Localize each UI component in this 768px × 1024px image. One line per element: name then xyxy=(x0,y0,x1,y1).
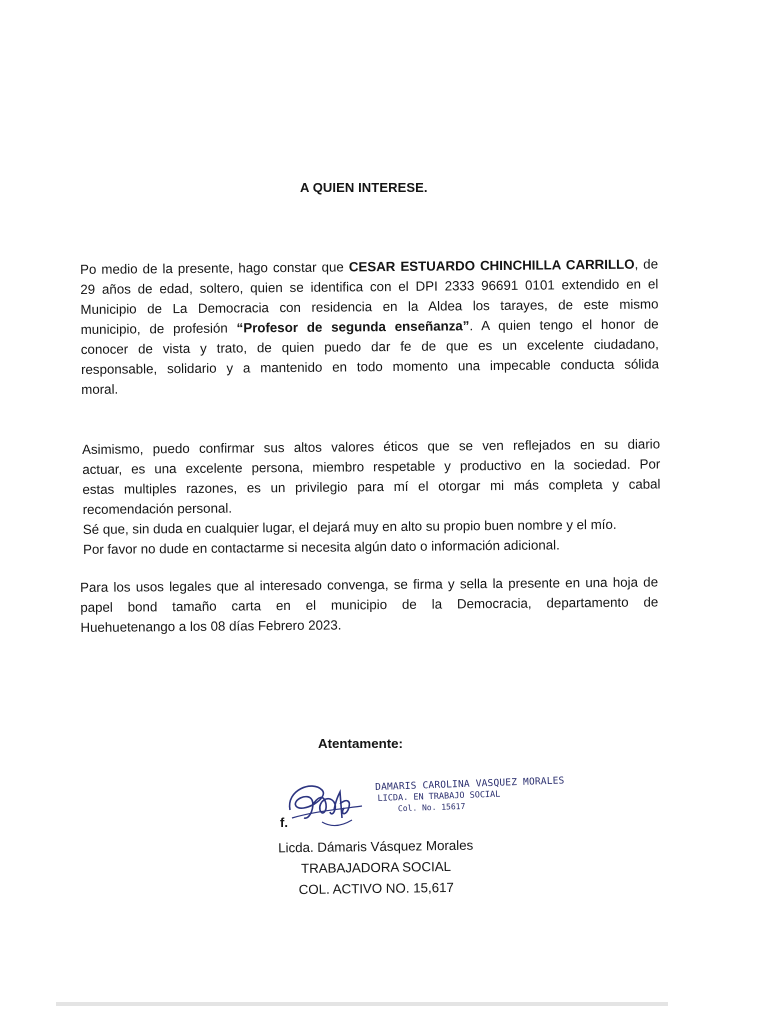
paragraph-legal-use xyxy=(80,572,659,638)
page-bottom-edge xyxy=(56,1002,668,1006)
paragraph-line: conocer de vista y trato, de quien puedo dar fe de que es un excelente ciudadano, xyxy=(80,336,659,357)
signature-prefix: f. xyxy=(280,815,288,830)
stamp-col-number: Col. No. 15617 xyxy=(397,801,466,814)
emphasized-text: “Profesor de segunda enseñanza” xyxy=(236,318,470,336)
signer-col: COL. ACTIVO NO. 15,617 xyxy=(298,879,454,898)
paragraph-line: estas multiples razones, es un privilegio para mí el otorgar mi más completa y cabal xyxy=(82,476,661,497)
paragraph-line: moral. xyxy=(81,381,119,397)
closing-salutation: Atentamente: xyxy=(318,736,403,751)
paragraph-line: recomendación personal. xyxy=(82,500,233,517)
paragraph-line: 29 años de edad, soltero, quien se identifica con el DPI 2333 96691 0101 extendido en el xyxy=(80,276,659,297)
paragraph-line: Po medio de la presente, hago constar que CESAR ESTUARDO CHINCHILLA CARRILLO, de xyxy=(80,256,659,277)
letter-title: A QUIEN INTERESE. xyxy=(300,180,428,195)
emphasized-text: CESAR ESTUARDO CHINCHILLA CARRILLO xyxy=(348,256,635,275)
paragraph-line: papel bond tamaño carta en el municipio de la Democracia, departamento de xyxy=(80,594,659,615)
paragraph-line: municipio, de profesión “Profesor de segunda enseñanza”. A quien tengo el honor de xyxy=(80,316,659,337)
official-stamp xyxy=(375,775,565,814)
paragraph-introduction xyxy=(80,254,659,400)
paragraph-line: Sé que, sin duda en cualquier lugar, el dejará muy en alto su propio buen nombre y el mío. xyxy=(82,516,617,537)
paragraph-line: Para los usos legales que al interesado convenga, se firma y sella la presente en una hoja de xyxy=(80,574,659,595)
handwritten-signature xyxy=(282,770,372,834)
signer-title: TRABAJADORA SOCIAL xyxy=(300,858,452,877)
paragraph-line: Asimismo, puedo confirmar sus altos valores éticos que se ven reflejados en su diario xyxy=(82,436,661,457)
paragraph-line: responsable, solidario y a mantenido en todo momento una impecable conducta sólida xyxy=(80,356,660,377)
paragraph-line: Por favor no dude en contactarme si necesita algún dato o información adicional. xyxy=(82,537,560,557)
paragraph-line: Municipio de La Democracia con residencia en la Aldea los tarayes, de este mismo xyxy=(80,296,659,317)
paragraph-line: actuar, es una excelente persona, miembro respetable y productivo en la sociedad. Por xyxy=(82,456,661,477)
paragraph-line: Huehuetenango a los 08 días Febrero 2023. xyxy=(80,617,342,635)
paragraph-recommendation xyxy=(82,434,661,560)
stamp-name: DAMARIS CAROLINA VASQUEZ MORALES xyxy=(375,775,565,793)
stamp-role: LICDA. EN TRABAJO SOCIAL xyxy=(377,789,501,804)
signer-block xyxy=(256,834,497,900)
signer-name: Licda. Dámaris Vásquez Morales xyxy=(278,837,474,856)
